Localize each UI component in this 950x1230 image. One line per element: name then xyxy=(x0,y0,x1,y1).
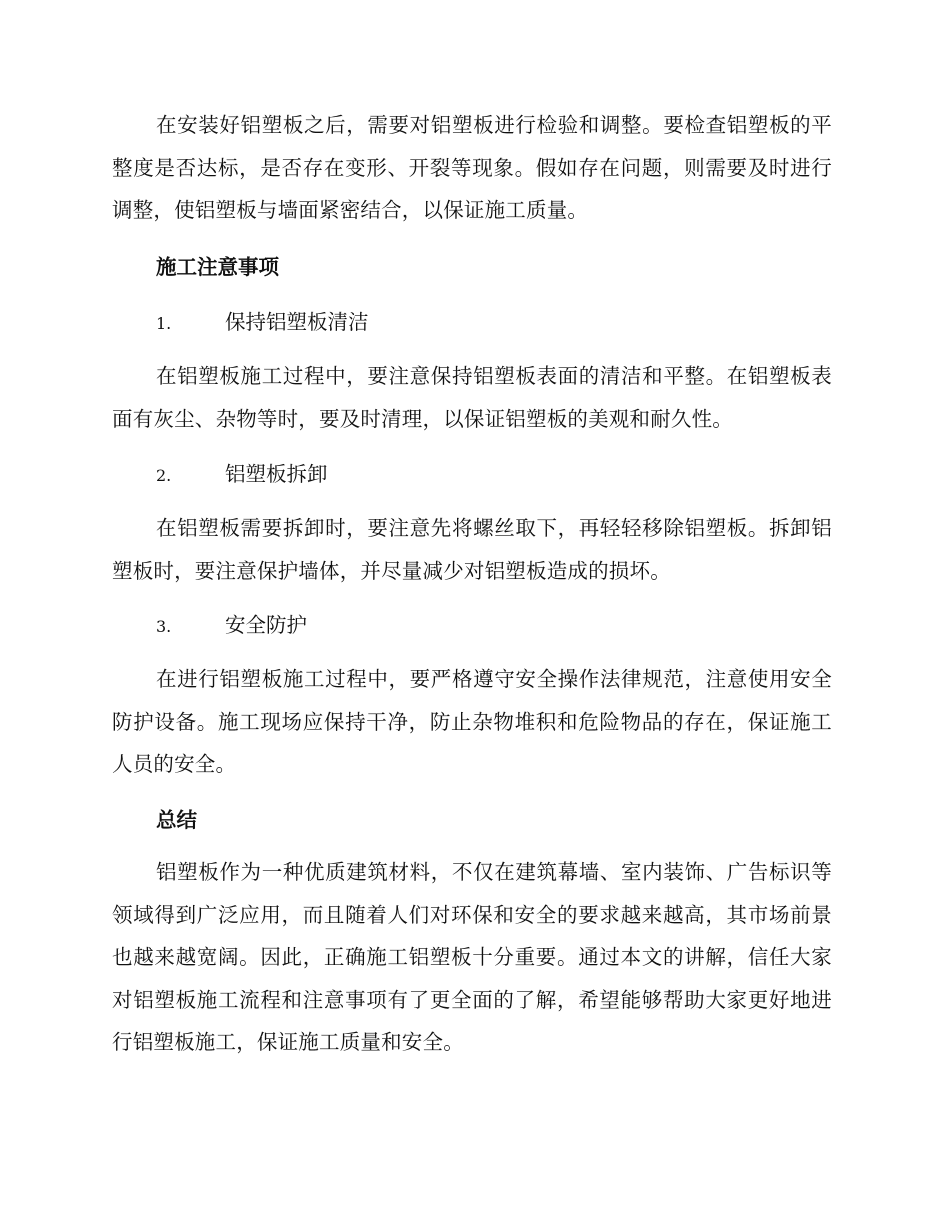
paragraph-inspection: 在安装好铝塑板之后，需要对铝塑板进行检验和调整。要检查铝塑板的平整度是否达标，是否存在变形、开裂等现象。假如存在问题，则需要及时进行调整，使铝塑板与墙面紧密结合，以保证施工质量。 xyxy=(112,113,832,222)
list-item-removal xyxy=(156,459,328,491)
heading-summary: 总结 xyxy=(156,808,197,832)
paragraph-keep-clean: 在铝塑板施工过程中，要注意保持铝塑板表面的清洁和平整。在铝塑板表面有灰尘、杂物等时，要及时清理，以保证铝塑板的美观和耐久性。 xyxy=(112,364,832,431)
paragraph-summary: 铝塑板作为一种优质建筑材料，不仅在建筑幕墙、室内装饰、广告标识等领域得到广泛应用，而且随着人们对环保和安全的要求越来越高，其市场前景也越来越宽阔。因此，正确施工铝塑板十分重要。通过本文的讲解，信任大家对铝塑板施工流程和注意事项有了更全面的了解，希望能够帮助大家更好地进行铝塑板施工，保证施工质量和安全。 xyxy=(112,860,832,1054)
heading-precautions: 施工注意事项 xyxy=(156,255,279,279)
list-item-number: 1. xyxy=(156,314,172,333)
list-item-number: 2. xyxy=(156,466,172,485)
list-item-safety xyxy=(156,610,307,642)
list-item-label: 铝塑板拆卸 xyxy=(225,462,328,486)
paragraph-removal: 在铝塑板需要拆卸时，要注意先将螺丝取下，再轻轻移除铝塑板。拆卸铝塑板时，要注意保护墙体，并尽量减少对铝塑板造成的损坏。 xyxy=(112,516,832,583)
list-item-label: 保持铝塑板清洁 xyxy=(225,310,369,334)
paragraph-safety: 在进行铝塑板施工过程中，要严格遵守安全操作法律规范，注意使用安全防护设备。施工现场应保持干净，防止杂物堆积和危险物品的存在，保证施工人员的安全。 xyxy=(112,667,832,776)
list-item-number: 3. xyxy=(156,617,172,636)
list-item-label: 安全防护 xyxy=(225,613,307,637)
list-item-keep-clean xyxy=(156,307,369,339)
